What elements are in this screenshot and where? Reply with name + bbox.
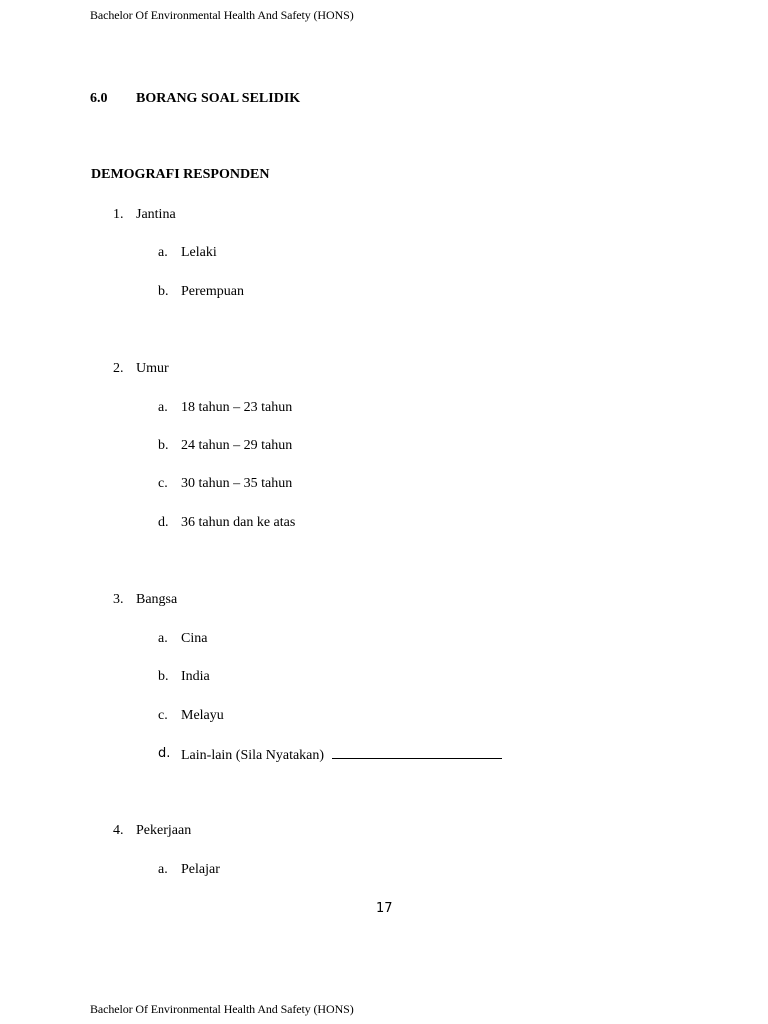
option-letter: a. xyxy=(158,631,168,646)
option-letter: b. xyxy=(158,438,169,453)
question-label: Jantina xyxy=(136,207,176,222)
option-letter: d. xyxy=(158,746,171,761)
option-letter: c. xyxy=(158,708,168,723)
option-letter: a. xyxy=(158,400,168,415)
option-label-row xyxy=(181,746,502,764)
question-label: Umur xyxy=(136,361,169,376)
option-letter: b. xyxy=(158,669,169,684)
option-label: 30 tahun – 35 tahun xyxy=(181,476,293,491)
option-label: Cina xyxy=(181,631,208,646)
option-letter: a. xyxy=(158,245,168,260)
question-number: 2. xyxy=(113,361,124,376)
option-letter: b. xyxy=(158,284,169,299)
question-label: Pekerjaan xyxy=(136,823,192,838)
option-letter: a. xyxy=(158,862,168,877)
question-number: 4. xyxy=(113,823,124,838)
question-number: 1. xyxy=(113,207,124,222)
option-letter: c. xyxy=(158,476,168,491)
option-label: Perempuan xyxy=(181,284,244,299)
page-footer: Bachelor Of Environmental Health And Safety (HONS) xyxy=(90,1002,354,1016)
demographics-heading: DEMOGRAFI RESPONDEN xyxy=(91,167,270,182)
section-title: BORANG SOAL SELIDIK xyxy=(136,91,301,106)
option-label: 18 tahun – 23 tahun xyxy=(181,400,293,415)
option-label: India xyxy=(181,669,210,684)
option-label: 36 tahun dan ke atas xyxy=(181,515,296,530)
option-label: 24 tahun – 29 tahun xyxy=(181,438,293,453)
fill-in-blank-line[interactable] xyxy=(332,746,502,759)
option-label: Lain-lain (Sila Nyatakan) xyxy=(181,748,325,763)
section-number: 6.0 xyxy=(90,91,108,106)
option-letter: d. xyxy=(158,515,169,530)
option-label: Lelaki xyxy=(181,245,217,260)
page-number: 17 xyxy=(376,901,393,916)
question-label: Bangsa xyxy=(136,592,178,607)
page-header: Bachelor Of Environmental Health And Safety (HONS) xyxy=(90,8,354,22)
option-label: Pelajar xyxy=(181,862,220,877)
question-number: 3. xyxy=(113,592,124,607)
option-label: Melayu xyxy=(181,708,224,723)
